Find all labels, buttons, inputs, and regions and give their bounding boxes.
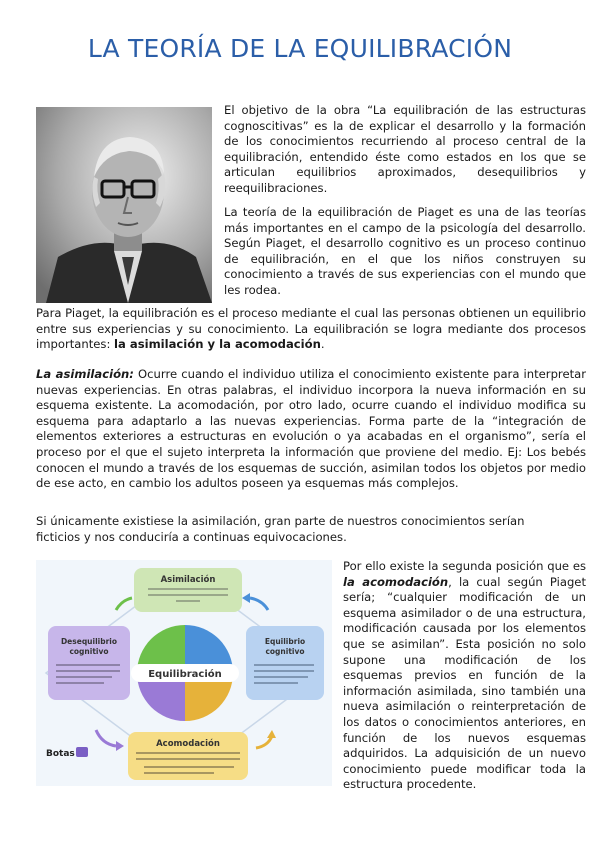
diagram-center-label: Equilibración: [148, 669, 222, 680]
acomodacion-text-a: Por ello existe la segunda posición que es: [343, 559, 586, 573]
paragraph-piaget-end: .: [320, 337, 325, 352]
logo-icon: [76, 747, 88, 757]
page-title: LA TEORÍA DE LA EQUILIBRACIÓN: [87, 34, 513, 63]
diagram-desequilibrio-line2: cognitivo: [69, 647, 109, 656]
paragraph-acomodacion: [343, 559, 586, 793]
asimilacion-lead: La asimilación:: [36, 367, 134, 381]
paragraph-piaget: [36, 306, 586, 353]
paragraph-ficticios: Si únicamente existiese la asimilación, gran parte de nuestros conocimientos serían ficticios y nos conduciría a continuas equivocaciones.: [36, 514, 525, 544]
acomodacion-text-b: , la cual según Piaget sería; “cualquier modificación de un esquema asimilador o de una estructura, modificación causada por los elementos que se asimilan”. Esta posición no solo supone una modificación de los esquemas previos en función de la información asimilada, sino también una nueva asimilación o reinterpretación de los datos o conocimientos anteriores, en función de los nuevos esquemas adquiridos. La adquisición de un nuevo conocimiento puede modificar toda la estructura procedente.: [343, 574, 586, 792]
diagram-asimilacion: Asimilación: [160, 575, 216, 585]
paragraph-theory: La teoría de la equilibración de Piaget es una de las teorías más importantes en el campo de la psicología del desarrollo. Según Piaget, el desarrollo cognitivo es un proceso continuo de equilibración, en el que los niños construyen su conocimiento a través de sus experiencias con el mundo que les rodea.: [224, 205, 586, 297]
diagram-equilibrio-line2: cognitivo: [265, 647, 305, 656]
logo-text: Botas: [46, 749, 75, 759]
equilibration-diagram: [36, 560, 332, 786]
diagram-desequilibrio-line1: Desequilibrio: [60, 637, 118, 646]
diagram-acomodacion: Acomodación: [156, 739, 220, 749]
portrait-photo: [36, 107, 212, 303]
paragraph-piaget-bold: la asimilación y la acomodación: [114, 337, 321, 352]
diagram-equilibrio-line1: Equilibrio: [264, 637, 306, 646]
acomodacion-lead: la acomodación: [343, 574, 449, 589]
asimilacion-text: Ocurre cuando el individuo utiliza el conocimiento existente para interpretar nuevas experiencias. En otras palabras, el individuo incorpora la nueva información en su esquema existente. La acomodación, por otro lado, ocurre cuando el individuo modifica su esquema para adaptarlo a las nuevas experiencias. Forma parte de la “integración de elementos exteriores a estructuras en evolución o ya acabadas en el organismo”, sería el proceso por el que el sujeto interpreta la información que proviene del medio. Ej: Los bebés conocen el mundo a través de los esquemas de succión, asimilan todos los objetos por medio de ese acto, en cambio los adultos poseen ya esquemas más complejos.: [36, 367, 586, 491]
arrow-icon: [116, 598, 132, 610]
paragraph-piaget-text: Para Piaget, la equilibración es el proceso mediante el cual las personas obtienen un equilibrio entre sus experiencias y su conocimiento. La equilibración se logra mediante dos procesos importantes:: [36, 306, 586, 352]
portrait-illustration: [36, 107, 212, 303]
paragraph-objective: El objetivo de la obra “La equilibración de las estructuras cognoscitivas” es la de explicar el desarrollo y la formación de los conocimientos recurriendo al proceso central de la equilibración, entendido éste como estados en los que se articulan equilibrios aproximados, desequilibrios y reequilibraciones.: [224, 103, 586, 195]
paragraph-asimilacion: [36, 367, 586, 492]
